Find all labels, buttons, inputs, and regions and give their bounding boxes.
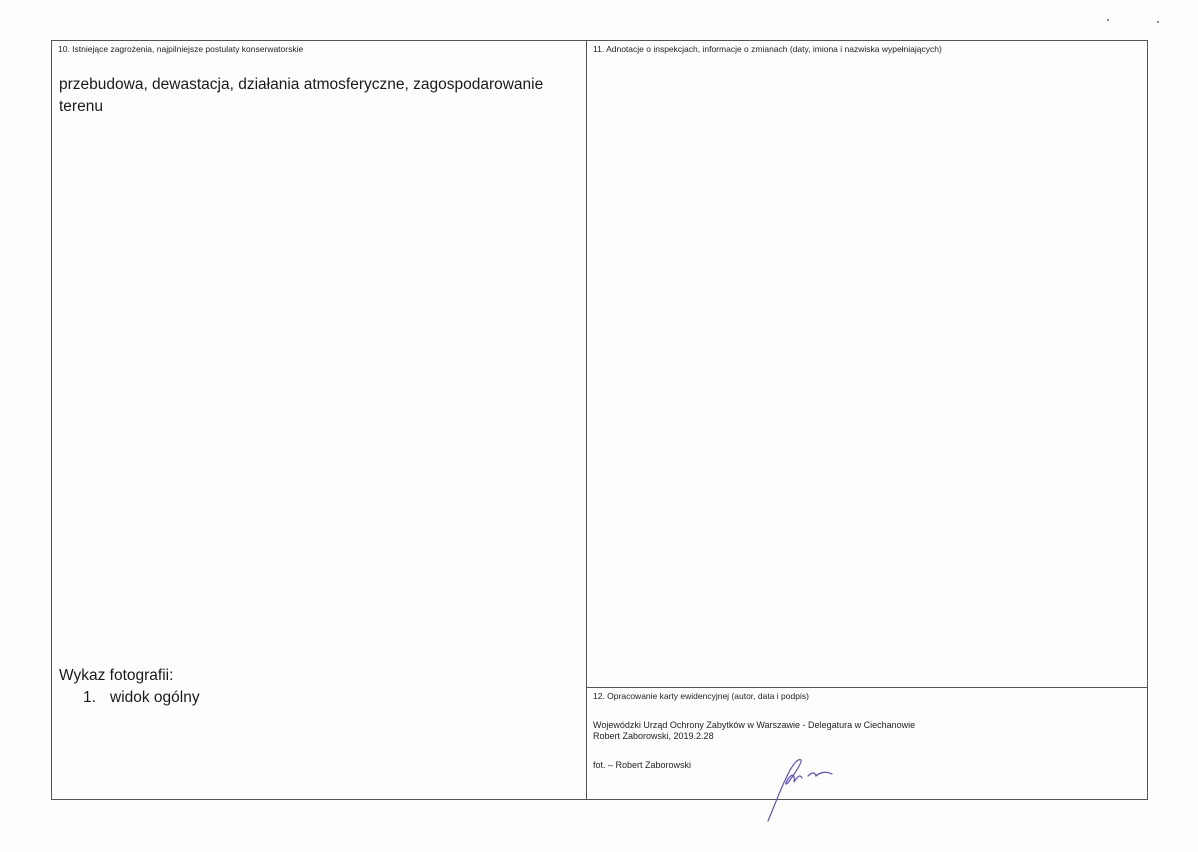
photo-label: widok ogólny	[110, 689, 200, 706]
photos-list	[83, 688, 200, 708]
section-12-header: 12. Opracowanie karty ewidencyjnej (autor, data i podpis)	[593, 691, 809, 701]
preparer-name-date: Robert Zaborowski, 2019.2.28	[593, 731, 714, 741]
handwritten-signature	[760, 752, 850, 824]
form-frame	[51, 40, 1148, 800]
section-11-header: 11. Adnotacje o inspekcjach, informacje o zmianach (daty, imiona i nazwiska wypełniających)	[593, 44, 942, 54]
photo-number: 1.	[83, 689, 96, 706]
column-divider	[586, 40, 587, 800]
threats-content: przebudowa, dewastacja, działania atmosferyczne, zagospodarowanie terenu	[59, 76, 544, 115]
row-divider	[586, 687, 1148, 688]
preparer-institution: Wojewódzki Urząd Ochrony Zabytków w Warszawie - Delegatura w Ciechanowie	[593, 720, 916, 730]
photos-list-title: Wykaz fotografii:	[59, 667, 174, 684]
list-item	[83, 688, 200, 708]
section-10-header: 10. Istniejące zagrożenia, najpilniejsze postulaty konserwatorskie	[58, 44, 304, 54]
photo-credit: fot. – Robert Zaborowski	[593, 760, 692, 770]
